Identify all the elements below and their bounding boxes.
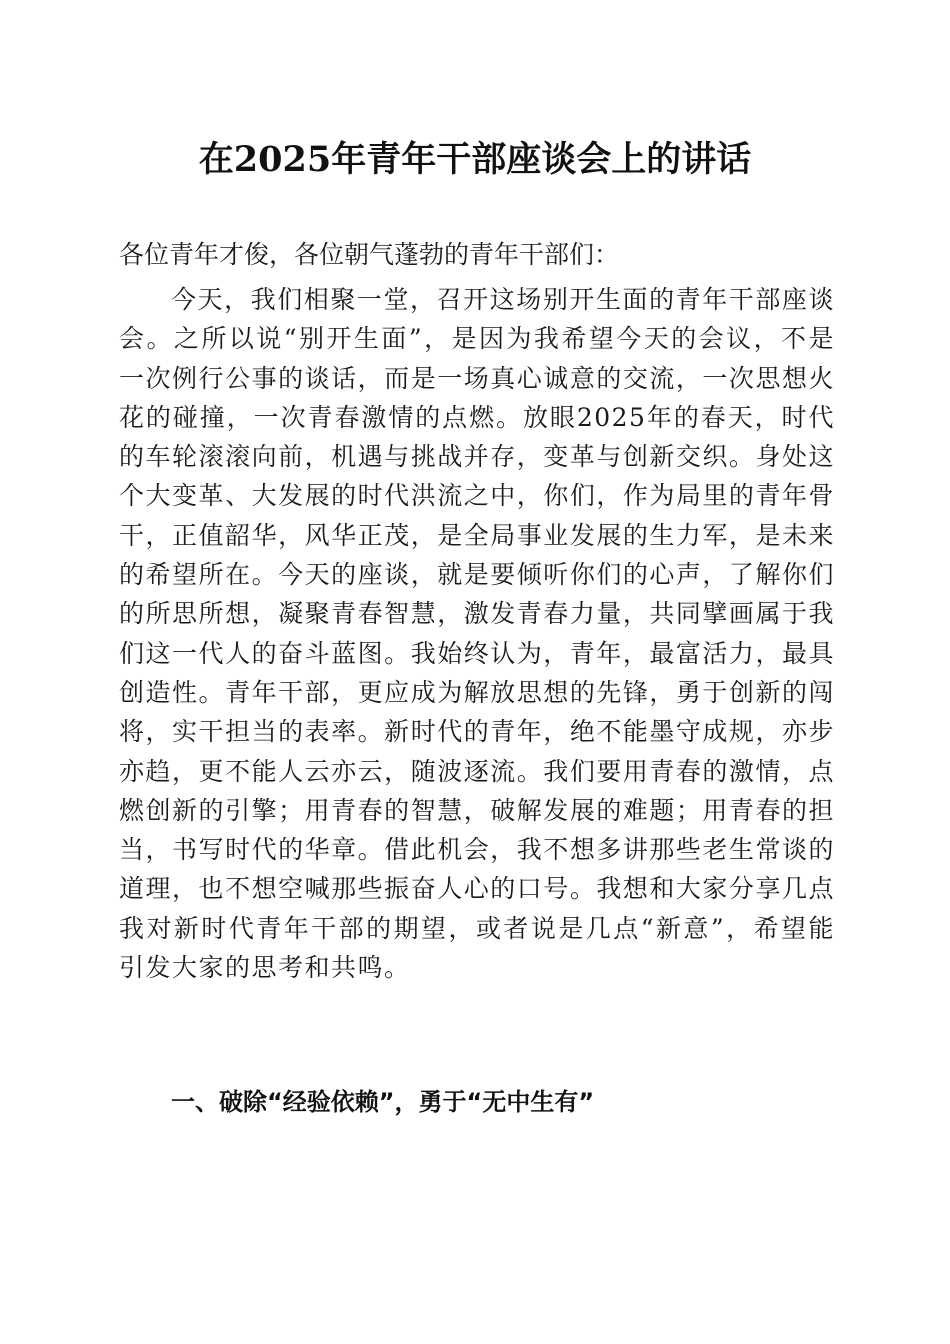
document-title: 在2025年青年干部座谈会上的讲话 (198, 139, 752, 180)
salutation: 各位青年才俊，各位朝气蓬勃的青年干部们： (119, 240, 620, 269)
body-paragraph: 今天，我们相聚一堂，召开这场别开生面的青年干部座谈会。之所以说“别开生面”，是因为我希望今天的会议，不是一次例行公事的谈话，而是一场真心诚意的交流，一次思想火花的碰撞，一次青春激情的点燃。放眼2025年的春天，时代的车轮滚滚向前，机遇与挑战并存，变革与创新交织。身处这个大变革、大发展的时代洪流之中，你们，作为局里的青年骨干，正值韶华，风华正茂，是全局事业发展的生力军，是未来的希望所在。今天的座谈，就是要倾听你们的心声，了解你们的所思所想，凝聚青春智慧，激发青春力量，共同擘画属于我们这一代人的奋斗蓝图。我始终认为，青年，最富活力，最具创造性。青年干部，更应成为解放思想的先锋，勇于创新的闯将，实干担当的表率。新时代的青年，绝不能墨守成规，亦步亦趋，更不能人云亦云，随波逐流。我们要用青春的激情，点燃创新的引擎；用青春的智慧，破解发展的难题；用青春的担当，书写时代的华章。借此机会，我不想多讲那些老生常谈的道理，也不想空喊那些振奋人心的口号。我想和大家分享几点我对新时代青年干部的期望，或者说是几点“新意”，希望能引发大家的思考和共鸣。 (119, 285, 835, 983)
section-heading: 一、破除“经验依赖”，勇于“无中生有” (171, 1088, 595, 1116)
